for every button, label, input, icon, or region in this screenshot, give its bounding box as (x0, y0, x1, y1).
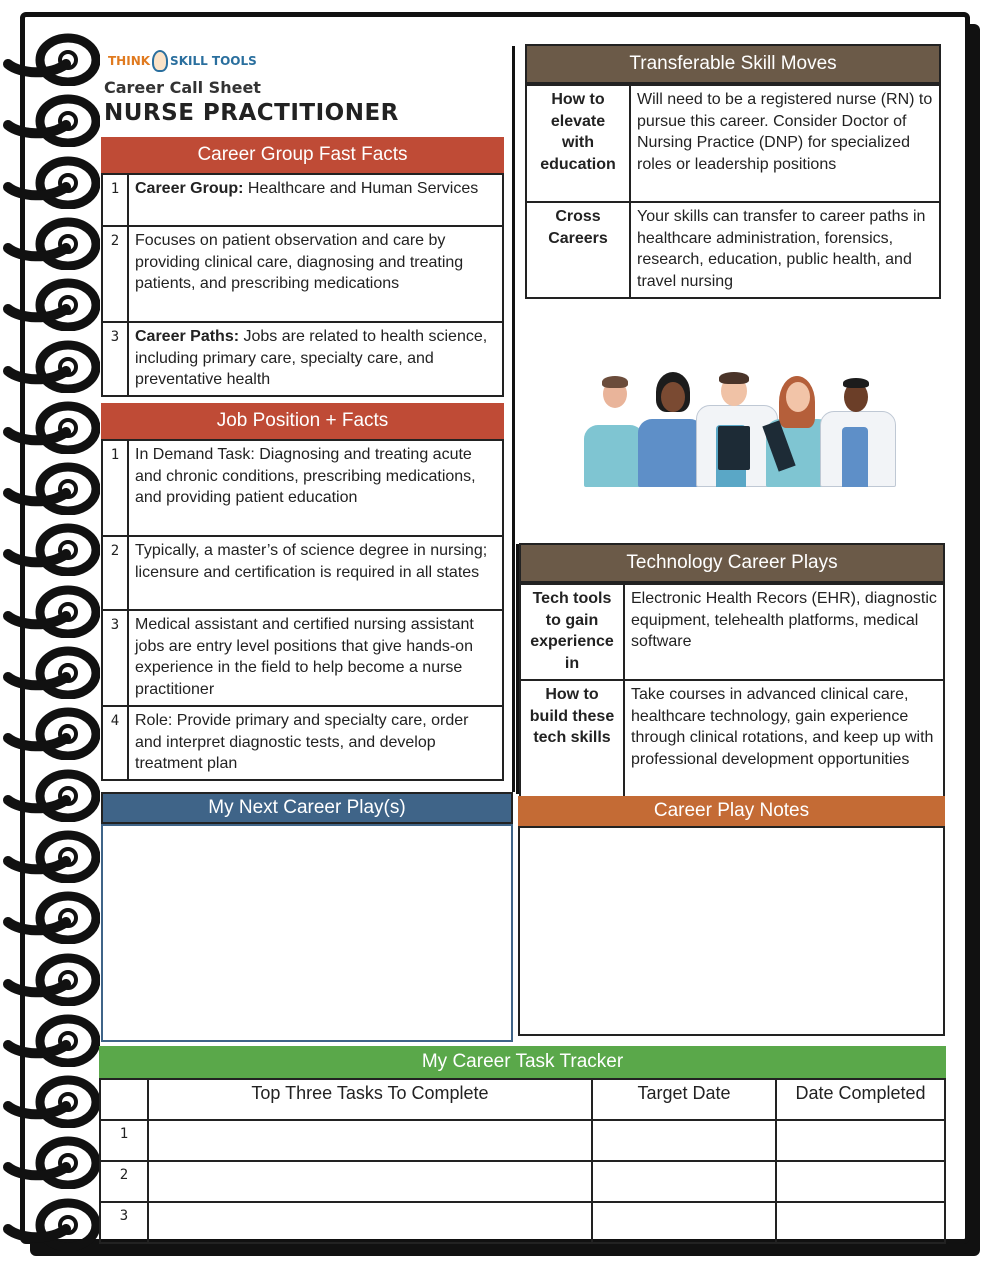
row-label: How to elevate with education (526, 85, 630, 202)
row-text: Electronic Health Recors (EHR), diagnostic equipment, telehealth platforms, medical software (624, 584, 944, 680)
brand-logo: THINK SKILL TOOLS (108, 46, 257, 76)
fact-text: Focuses on patient observation and care by providing clinical care, diagnosing and treating patients, and prescribing medications (128, 226, 503, 322)
task-cell[interactable] (148, 1120, 592, 1161)
technology-row (520, 680, 944, 798)
row-number: 1 (100, 1120, 148, 1161)
row-number: 3 (100, 1202, 148, 1243)
task-cell[interactable] (148, 1202, 592, 1243)
notes-section (518, 796, 945, 1036)
spiral-ring (0, 1133, 100, 1189)
transferable-section (525, 44, 941, 299)
spiral-ring (0, 888, 100, 944)
fact-text: Career Group: Healthcare and Human Services (128, 174, 503, 226)
job-text: In Demand Task: Diagnosing and treating acute and chronic conditions, prescribing medications, and providing patient education (128, 440, 503, 536)
spiral-ring (0, 398, 100, 454)
fact-row (102, 174, 503, 226)
transferable-heading: Transferable Skill Moves (525, 44, 941, 84)
sheet-subtitle: Career Call Sheet (104, 78, 261, 97)
job-row (102, 536, 503, 610)
notes-writing-area[interactable] (518, 826, 945, 1036)
tasks-column-header: Top Three Tasks To Complete (148, 1079, 592, 1120)
target-date-cell[interactable] (592, 1120, 776, 1161)
job-text: Medical assistant and certified nursing assistant jobs are entry level positions that give hands-on experience in the field to help become a nurse practitioner (128, 610, 503, 706)
row-text: Will need to be a registered nurse (RN) to pursue this career. Consider Doctor of Nursing Practice (DNP) for specialized roles or leadership positions (630, 85, 940, 202)
date-completed-cell[interactable] (776, 1161, 945, 1202)
spiral-ring (0, 275, 100, 331)
tracker-row (100, 1161, 945, 1202)
row-label: How to build these tech skills (520, 680, 624, 798)
nurses-illustration (580, 372, 900, 487)
task-cell[interactable] (148, 1161, 592, 1202)
job-position-section (101, 403, 504, 781)
blank-header-cell (100, 1079, 148, 1120)
row-number: 3 (102, 610, 128, 706)
row-number: 4 (102, 706, 128, 780)
spiral-ring (0, 704, 100, 760)
job-row (102, 706, 503, 780)
job-text: Typically, a master’s of science degree in nursing; licensure and certification is required in all states (128, 536, 503, 610)
target-date-column-header: Target Date (592, 1079, 776, 1120)
spiral-ring (0, 214, 100, 270)
spiral-ring (0, 153, 100, 209)
spiral-ring (0, 1072, 100, 1128)
column-divider (512, 46, 515, 792)
fast-facts-table (101, 173, 504, 397)
row-text: Your skills can transfer to career paths in healthcare administration, forensics, research, education, public health, and travel nursing (630, 202, 940, 298)
row-number: 1 (102, 440, 128, 536)
spiral-ring (0, 337, 100, 393)
fact-text: Career Paths: Jobs are related to health science, including primary care, specialty care, and preventative health (128, 322, 503, 396)
technology-table (519, 583, 945, 799)
row-number: 1 (102, 174, 128, 226)
transferable-table (525, 84, 941, 299)
row-number: 2 (102, 536, 128, 610)
tracker-row (100, 1202, 945, 1243)
spiral-ring (0, 91, 100, 147)
next-play-heading: My Next Career Play(s) (101, 792, 513, 824)
task-tracker-heading: My Career Task Tracker (99, 1046, 946, 1078)
row-number: 2 (100, 1161, 148, 1202)
spiral-ring (0, 827, 100, 883)
transferable-row (526, 202, 940, 298)
fact-row (102, 322, 503, 396)
row-label: Tech tools to gain experience in (520, 584, 624, 680)
fast-facts-section (101, 137, 504, 397)
fact-row (102, 226, 503, 322)
transferable-row (526, 85, 940, 202)
date-completed-column-header: Date Completed (776, 1079, 945, 1120)
spiral-ring (0, 582, 100, 638)
spiral-ring (0, 643, 100, 699)
target-date-cell[interactable] (592, 1161, 776, 1202)
next-play-section (101, 792, 513, 1042)
spiral-ring (0, 30, 100, 86)
tracker-header-row (100, 1079, 945, 1120)
technology-section (519, 543, 945, 799)
technology-row (520, 584, 944, 680)
job-row (102, 610, 503, 706)
lightbulb-icon (152, 50, 168, 72)
page-title: NURSE PRACTITIONER (104, 100, 399, 126)
job-position-heading: Job Position + Facts (101, 403, 504, 439)
spiral-ring (0, 1011, 100, 1067)
notes-heading: Career Play Notes (518, 796, 945, 826)
task-tracker-table (99, 1078, 946, 1244)
task-tracker-section (99, 1046, 946, 1244)
row-number: 3 (102, 322, 128, 396)
spiral-ring (0, 950, 100, 1006)
spiral-ring (0, 520, 100, 576)
row-text: Take courses in advanced clinical care, healthcare technology, gain experience through clinical rotations, and keep up with professional development opportunities (624, 680, 944, 798)
date-completed-cell[interactable] (776, 1202, 945, 1243)
target-date-cell[interactable] (592, 1202, 776, 1243)
tracker-row (100, 1120, 945, 1161)
job-position-table (101, 439, 504, 781)
spiral-ring (0, 1195, 100, 1251)
spiral-ring (0, 459, 100, 515)
row-number: 2 (102, 226, 128, 322)
next-play-writing-area[interactable] (101, 824, 513, 1042)
job-text: Role: Provide primary and specialty care, order and interpret diagnostic tests, and develop treatment plan (128, 706, 503, 780)
spiral-ring (0, 766, 100, 822)
date-completed-cell[interactable] (776, 1120, 945, 1161)
job-row (102, 440, 503, 536)
row-label: Cross Careers (526, 202, 630, 298)
fast-facts-heading: Career Group Fast Facts (101, 137, 504, 173)
technology-heading: Technology Career Plays (519, 543, 945, 583)
